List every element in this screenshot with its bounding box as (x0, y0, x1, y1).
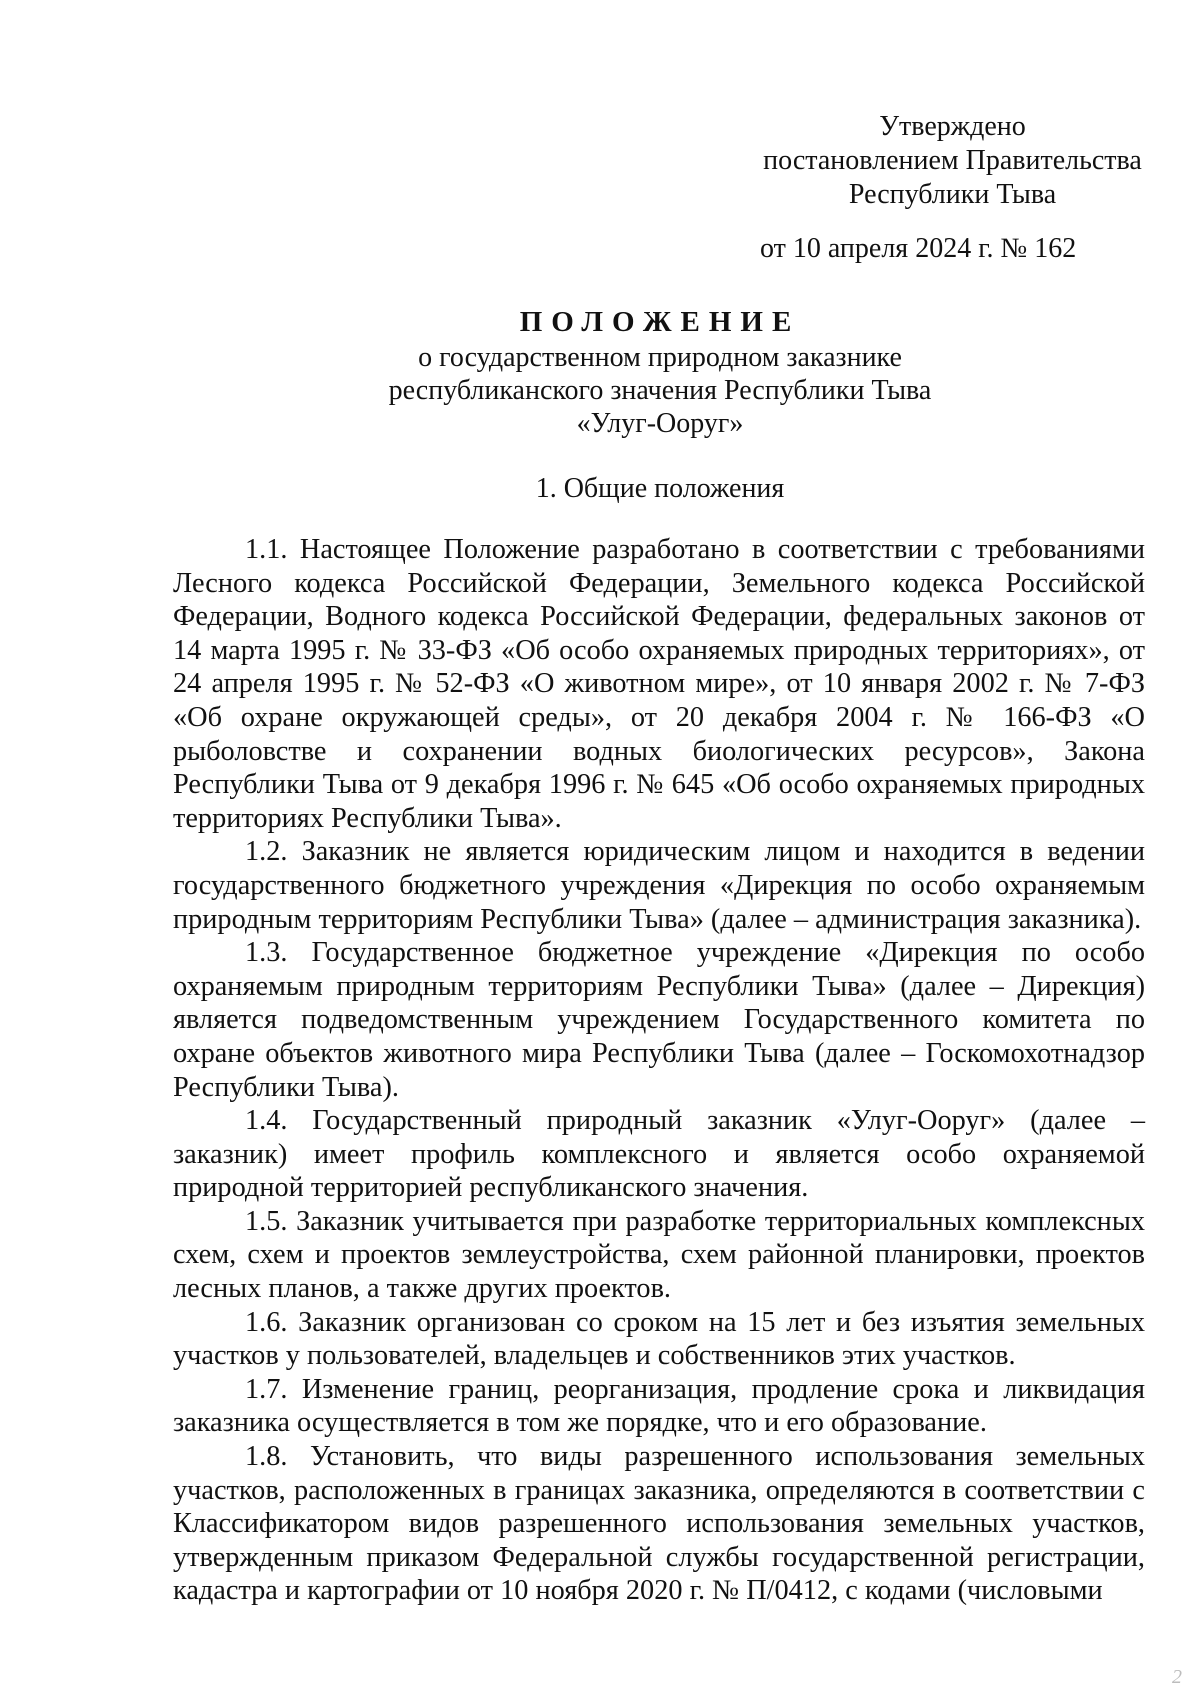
page-number: 2 (1172, 1666, 1182, 1688)
paragraph-1-8: 1.8. Установить, что виды разрешенного использования земельных участков, расположенных в границах заказника, определяются в соответствии с Классификатором видов разрешенного использования земельных участков, утвержденным приказом Федеральной службы государственной регистрации, кадастра и картографии от 10 ноября 2020 г. № П/0412, с кодами (числовыми (173, 1441, 1145, 1607)
paragraph-1-7: 1.7. Изменение границ, реорганизация, продление срока и ликвидация заказника осуществляется в том же порядке, что и его образование. (173, 1373, 1145, 1439)
paragraph-1-2: 1.2. Заказник не является юридическим лицом и находится в ведении государственного бюджетного учреждения «Дирекция по особо охраняемым природным территориям Республики Тыва» (далее – администрация заказника). (173, 836, 1145, 935)
title-line-3: «Улуг-Ооруг» (576, 408, 744, 439)
approval-line-2: постановлением Правительства (763, 145, 1142, 176)
approval-line-1: Утверждено (879, 111, 1026, 142)
title-line-2: республиканского значения Республики Тыва (388, 375, 932, 406)
document-title-block (170, 306, 1150, 440)
paragraph-1-3: 1.3. Государственное бюджетное учреждение «Дирекция по особо охраняемым природным территориям Республики Тыва» (далее – Дирекция) является подведомственным учреждением Государственного комитета по охране объектов животного мира Республики Тыва (далее – Госкомохотнадзор Республики Тыва). (173, 937, 1145, 1103)
paragraph-1-5: 1.5. Заказник учитывается при разработке территориальных комплексных схем, схем и проектов землеустройства, схем районной планировки, проектов лесных планов, а также других проектов. (173, 1205, 1145, 1305)
title-line-1: о государственном природном заказнике (418, 342, 902, 373)
document-body (173, 533, 1145, 1608)
document-title: ПОЛОЖЕНИЕ (519, 306, 801, 338)
section-heading: 1. Общие положения (535, 473, 785, 504)
approval-date: от 10 апреля 2024 г. № 162 (760, 233, 1077, 264)
approval-stamp (755, 110, 1150, 212)
paragraph-1-4: 1.4. Государственный природный заказник «Улуг-Ооруг» (далее – заказник) имеет профиль комплексного и является особо охраняемой природной территорией республиканского значения. (173, 1105, 1145, 1204)
paragraph-1-6: 1.6. Заказник организован со сроком на 15 лет и без изъятия земельных участков у пользователей, владельцев и собственников этих участков. (173, 1306, 1145, 1372)
paragraph-1-1: 1.1. Настоящее Положение разработано в соответствии с требованиями Лесного кодекса Российской Федерации, Земельного кодекса Российской Федерации, Водного кодекса Российской Федерации, федеральных законов от 14 марта 1995 г. № 33-ФЗ «Об особо охраняемых природных территориях», от 24 апреля 1995 г. № 52-ФЗ «О животном мире», от 10 января 2002 г. № 7-ФЗ «Об охране окружающей среды», от 20 декабря 2004 г. № 166-ФЗ «О рыболовстве и сохранении водных биологических ресурсов», Закона Республики Тыва от 9 декабря 1996 г. № 645 «Об особо охраняемых природных территориях Республики Тыва». (173, 534, 1145, 834)
approval-line-3: Республики Тыва (848, 179, 1057, 210)
